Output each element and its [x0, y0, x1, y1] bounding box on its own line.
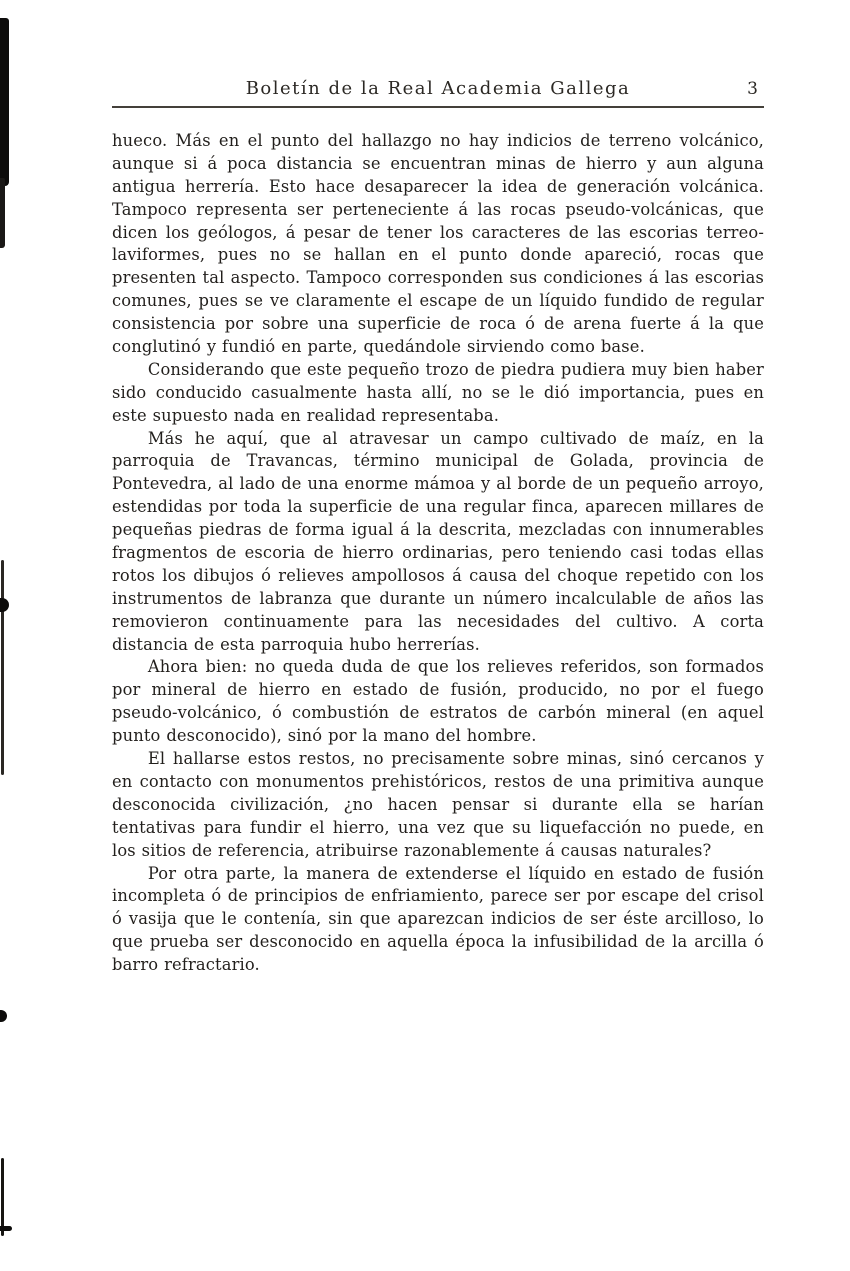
- paragraph: El hallarse estos restos, no precisamente sobre minas, sinó cercanos y en contacto con monumentos prehistóricos, restos de una primitiva aunque desconocida civilización, ¿no hacen pensar si durante ella se harían tentativas para fundir el hierro, una vez que su liquefacción no puede, en los sitios de referencia, atribuirse razonablemente á causas naturales?: [112, 749, 764, 860]
- ink-blot-bottom: [0, 1226, 12, 1231]
- page-header: [112, 78, 764, 108]
- paragraph: Considerando que este pequeño trozo de piedra pudiera muy bien haber sido conducido casualmente hasta allí, no se le dió importancia, pues en este supuesto nada en realidad representaba.: [112, 359, 764, 425]
- paragraph: Ahora bien: no queda duda de que los relieves referidos, son formados por mineral de hierro en estado de fusión, producido, no por el fuego pseudo-volcánico, ó combustión de estratos de carbón mineral (en aquel punto desconocido), sinó por la mano del hombre.: [112, 657, 764, 746]
- ink-blot-lower: [0, 1010, 7, 1022]
- paragraph: hueco. Más en el punto del hallazgo no hay indicios de terreno volcánico, aunque si á poca distancia se encuentran minas de hierro y aun alguna antigua herrería. Esto hace desaparecer la idea de generación volcánica. Tampoco representa ser perteneciente á las rocas pseudo-volcánicas, que dicen los geólogos, á pesar de tener los caracteres de las escorias terreo-laviformes, pues no se hallan en el punto donde apareció, rocas que presenten tal aspecto. Tampoco corresponden sus condiciones á las escorias comunes, pues se ve claramente el escape de un líquido fundido de regular consistencia por sobre una superficie de roca ó de arena fuerte á la que conglutinó y fundió en parte, quedándole sirviendo como base.: [112, 131, 764, 357]
- binding-mark-top: [0, 18, 9, 186]
- binding-mark-bottom: [1, 1158, 4, 1236]
- journal-title: Boletín de la Real Academia Gallega: [245, 78, 631, 99]
- page-number: 3: [747, 79, 758, 99]
- paragraph: Por otra parte, la manera de extenderse el líquido en estado de fusión incompleta ó de principios de enfriamiento, parece ser por escape del crisol ó vasija que le contenía, sin que aparezcan indicios de ser éste arcilloso, lo que prueba ser desconocido en aquella época la infusibilidad de la arcilla ó barro refractario.: [112, 863, 764, 975]
- ink-blot-middle: [0, 598, 9, 612]
- binding-mark-middle: [1, 560, 4, 775]
- paragraph: Más he aquí, que al atravesar un campo cultivado de maíz, en la parroquia de Travancas, término municipal de Golada, provincia de Pontevedra, al lado de una enorme mámoa y al borde de un pequeño arroyo, estendidas por toda la superficie de una regular finca, aparecen millares de pequeñas piedras de forma igual á la descrita, mezcladas con innumerables fragmentos de escoria de hierro ordinarias, pero teniendo casi todas ellas rotos los dibujos ó relieves ampollosos á causa del choque repetido con los instrumentos de labranza que durante un número incalculable de años las removieron continuamente para las necesidades del cultivo. A corta distancia de esta parroquia hubo herrerías.: [112, 428, 764, 654]
- body-text: [112, 130, 764, 977]
